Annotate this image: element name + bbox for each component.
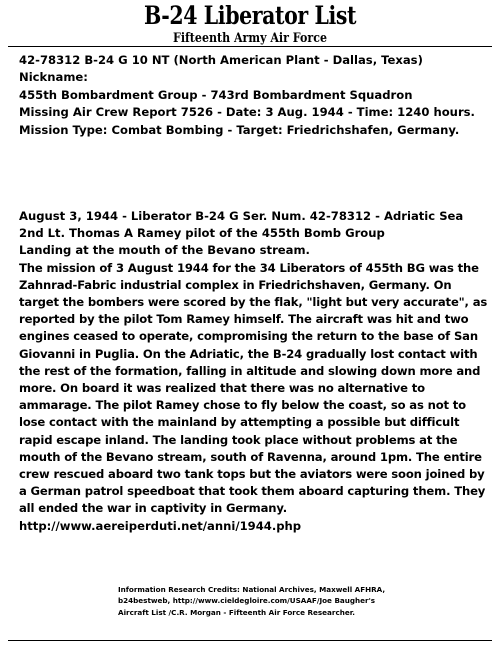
story-pilot-line: 2nd Lt. Thomas A Ramey pilot of the 455th Bomb Group	[19, 226, 385, 241]
aircraft-record	[19, 52, 494, 139]
macr-line: Missing Air Crew Report 7526 - Date: 3 Aug. 1944 - Time: 1240 hours.	[19, 105, 475, 120]
page-title: B-24 Liberator List	[143, 1, 357, 30]
story-landing-line: Landing at the mouth of the Bevano stream.	[19, 243, 310, 258]
story-headline: August 3, 1944 - Liberator B-24 G Ser. Num. 42-78312 - Adriatic Sea	[19, 209, 464, 223]
source-url: http://www.aereiperduti.net/anni/1944.php	[19, 518, 302, 533]
research-credits	[118, 584, 438, 618]
loss-narrative	[19, 208, 495, 535]
group-line: 455th Bombardment Group - 743rd Bombardment Squadron	[19, 87, 413, 102]
credits-line-3: Aircraft List /C.R. Morgan - Fifteenth Air Force Researcher.	[118, 607, 355, 617]
story-body: The mission of 3 August 1944 for the 34 Liberators of 455th BG was the Zahnrad-Fabric industrial complex in Friedrichshaven, Germany. On target the bombers were scored by the flak, "light but very accurate", as reported by the pilot Tom Ramey himself. The aircraft was hit and two engines ceased to operate, compromising the return to the base of San Giovanni in Puglia. On the Adriatic, the B-24 gradually lost contact with the rest of the formation, falling in altitude and slowing down more and more. On board it was realized that there was no alternative to ammarage. The pilot Ramey chose to fly below the coast, so as not to lose contact with the mainland by attempting a possible but difficult rapid escape inland. The landing took place without problems at the mouth of the Bevano stream, south of Ravenna, around 1pm. The entire crew rescued aboard two tank tops but the aviators were soon joined by a German patrol speedboat that took them aboard capturing them. They all ended the war in captivity in Germany.	[19, 260, 488, 516]
mission-line: Mission Type: Combat Bombing - Target: Friedrichshafen, Germany.	[19, 122, 460, 137]
bottom-divider	[8, 640, 492, 641]
serial-line: 42-78312 B-24 G 10 NT (North American Plant - Dallas, Texas)	[19, 53, 423, 67]
top-divider	[8, 46, 492, 47]
nickname-line: Nickname:	[19, 70, 88, 85]
page-subtitle: Fifteenth Army Air Force	[173, 31, 327, 46]
credits-line-1: Information Research Credits: National Archives, Maxwell AFHRA,	[118, 585, 386, 594]
credits-line-2: b24bestweb, http://www.cieldegloire.com/USAAF/Joe Baugher's	[118, 596, 376, 606]
